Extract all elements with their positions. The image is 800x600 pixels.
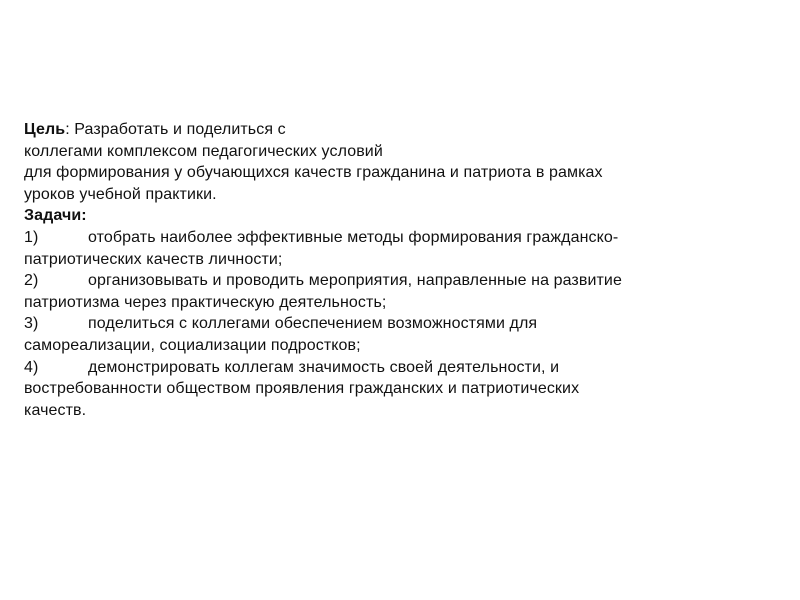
task-2-line-1 [24, 270, 784, 292]
task-3-line-2: самореализации, социализации подростков; [24, 336, 361, 354]
task-3-text: поделиться с коллегами обеспечением возможностями для [88, 315, 538, 333]
task-3-number: 3) [24, 315, 39, 333]
slide-text [24, 119, 784, 421]
goal-line-3: для формирования у обучающихся качеств гражданина и патриота в рамках [24, 164, 603, 182]
task-2-line-2: патриотизма через практическую деятельность; [24, 293, 387, 311]
task-2-number: 2) [24, 272, 39, 290]
task-1-number: 1) [24, 228, 39, 246]
goal-line-1 [24, 119, 784, 141]
goal-label: Цель [24, 121, 66, 138]
task-1-line-1 [24, 227, 784, 249]
goal-line-2: коллегами комплексом педагогических условий [24, 142, 383, 160]
tasks-heading: Задачи: [24, 207, 87, 225]
task-4-line-3: качеств. [24, 401, 87, 419]
task-4-line-2: востребованности обществом проявления гражданских и патриотических [24, 380, 580, 398]
goal-text: : Разработать и поделиться с [65, 121, 286, 138]
task-3-line-1 [24, 313, 784, 335]
task-4-number: 4) [24, 358, 39, 376]
task-4-text: демонстрировать коллегам значимость своей деятельности, и [88, 358, 560, 376]
task-2-text: организовывать и проводить мероприятия, направленные на развитие [88, 272, 622, 290]
task-1-text: отобрать наиболее эффективные методы формирования гражданско- [88, 228, 619, 246]
task-1-line-2: патриотических качеств личности; [24, 250, 283, 268]
task-4-line-1 [24, 357, 784, 379]
goal-line-4: уроков учебной практики. [24, 185, 217, 203]
